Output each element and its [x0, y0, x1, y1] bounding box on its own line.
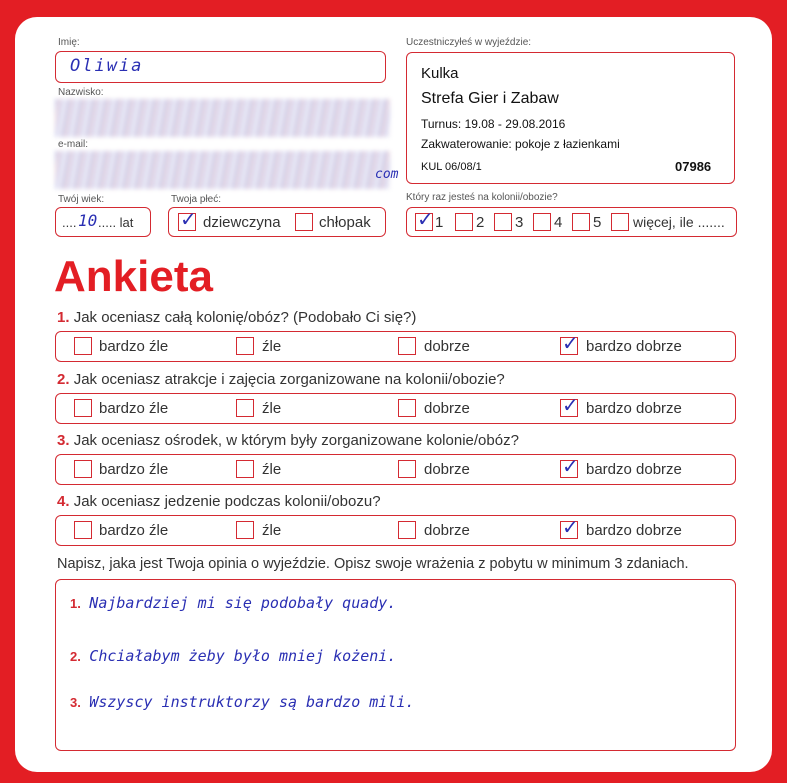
check-mark-icon: ✓: [180, 207, 197, 231]
q3-good-label: dobrze: [424, 461, 470, 478]
gender-boy-label: chłopak: [319, 214, 371, 231]
q1-very-bad-label: bardzo źle: [99, 338, 169, 355]
q2-very-bad-checkbox[interactable]: [74, 399, 92, 417]
q4-good-checkbox[interactable]: [398, 521, 416, 539]
answer-2-text: Chciałabym żeby było mniej kożeni.: [89, 647, 397, 665]
q2-very-good-checkbox[interactable]: [560, 393, 579, 417]
answer-1: [70, 594, 396, 613]
times-1-checkbox[interactable]: [415, 207, 434, 231]
stamp-line2: Strefa Gier i Zabaw: [421, 90, 559, 107]
q1-very-good-label: bardzo dobrze: [586, 338, 682, 355]
times-2-label: 2: [476, 214, 485, 231]
answer-3-number: 3.: [70, 695, 81, 710]
question-4-answers: [55, 515, 736, 546]
q3-very-good-checkbox[interactable]: [560, 454, 579, 478]
check-mark-icon: ✓: [562, 515, 579, 539]
gender-girl-checkbox[interactable]: [178, 207, 197, 231]
question-3-answers: [55, 454, 736, 485]
question-3: [57, 432, 519, 449]
times-4-checkbox[interactable]: [533, 213, 551, 231]
age-label: Twój wiek:: [58, 194, 105, 205]
answer-3: [70, 693, 414, 712]
q4-bad-label: źle: [262, 522, 282, 539]
times-field: [406, 207, 737, 237]
gender-field: [168, 207, 386, 237]
stamp-number: 07986: [675, 159, 712, 174]
check-mark-icon: ✓: [417, 207, 434, 231]
survey-title: Ankieta: [54, 252, 213, 301]
question-3-number: 3.: [57, 432, 70, 449]
q3-very-bad-checkbox[interactable]: [74, 460, 92, 478]
q4-very-bad-checkbox[interactable]: [74, 521, 92, 539]
survey-sheet: [15, 17, 772, 772]
gender-label: Twoja płeć:: [171, 194, 222, 205]
question-2-answers: [55, 393, 736, 424]
opinion-prompt: Napisz, jaka jest Twoja opinia o wyjeździe. Opisz swoje wrażenia z pobytu w minimum 3 zdaniach.: [57, 556, 689, 572]
question-4-number: 4.: [57, 493, 70, 510]
trip-label: Uczestniczyłeś w wyjeździe:: [406, 37, 532, 48]
q2-very-good-label: bardzo dobrze: [586, 400, 682, 417]
answer-3-text: Wszyscy instruktorzy są bardzo mili.: [89, 693, 415, 711]
q4-very-bad-label: bardzo źle: [99, 522, 169, 539]
times-3-label: 3: [515, 214, 524, 231]
answer-1-number: 1.: [70, 596, 81, 611]
trip-stamp: [406, 52, 735, 184]
age-suffix: ..... lat: [98, 215, 134, 230]
stamp-code: KUL 06/08/1: [421, 161, 482, 173]
times-more-label: więcej, ile .......: [633, 214, 725, 230]
times-label: Który raz jesteś na kolonii/obozie?: [406, 192, 558, 203]
times-4-label: 4: [554, 214, 563, 231]
name-field[interactable]: [55, 51, 386, 83]
check-mark-icon: ✓: [562, 393, 579, 417]
question-3-text: Jak oceniasz ośrodek, w którym były zorganizowane kolonie/obóz?: [73, 432, 519, 449]
question-1-text: Jak oceniasz całą kolonię/obóz? (Podobało Ci się?): [73, 309, 417, 326]
gender-girl-label: dziewczyna: [203, 214, 281, 231]
stamp-turnus: Turnus: 19.08 - 29.08.2016: [421, 117, 566, 131]
question-2-text: Jak oceniasz atrakcje i zajęcia zorganizowane na kolonii/obozie?: [73, 371, 505, 388]
question-1: [57, 309, 416, 326]
times-1-label: 1: [435, 214, 444, 231]
q3-very-bad-label: bardzo źle: [99, 461, 169, 478]
q3-good-checkbox[interactable]: [398, 460, 416, 478]
q1-bad-checkbox[interactable]: [236, 337, 254, 355]
question-2: [57, 371, 505, 388]
answer-1-text: Najbardziej mi się podobały quady.: [89, 594, 397, 612]
q4-bad-checkbox[interactable]: [236, 521, 254, 539]
q1-bad-label: źle: [262, 338, 282, 355]
check-mark-icon: ✓: [562, 454, 579, 478]
q1-good-checkbox[interactable]: [398, 337, 416, 355]
age-value: 10: [78, 211, 98, 230]
question-1-answers: [55, 331, 736, 362]
gender-boy-checkbox[interactable]: [295, 213, 313, 231]
surname-label: Nazwisko:: [58, 87, 104, 98]
name-label: Imię:: [58, 37, 80, 48]
age-field[interactable]: [55, 207, 151, 237]
q3-bad-label: źle: [262, 461, 282, 478]
q2-bad-checkbox[interactable]: [236, 399, 254, 417]
q1-very-good-checkbox[interactable]: [560, 331, 579, 355]
redacted-email: [55, 151, 390, 189]
q2-very-bad-label: bardzo źle: [99, 400, 169, 417]
answer-2-number: 2.: [70, 649, 81, 664]
q4-very-good-label: bardzo dobrze: [586, 522, 682, 539]
stamp-line1: Kulka: [421, 65, 459, 82]
email-tail: com: [375, 167, 399, 182]
age-prefix: ....: [62, 215, 77, 230]
times-more-checkbox[interactable]: [611, 213, 629, 231]
times-5-label: 5: [593, 214, 602, 231]
q3-bad-checkbox[interactable]: [236, 460, 254, 478]
q4-very-good-checkbox[interactable]: [560, 515, 579, 539]
q3-very-good-label: bardzo dobrze: [586, 461, 682, 478]
check-mark-icon: ✓: [562, 331, 579, 355]
name-value: Oliwia: [70, 56, 144, 76]
question-1-number: 1.: [57, 309, 70, 326]
q4-good-label: dobrze: [424, 522, 470, 539]
q2-bad-label: źle: [262, 400, 282, 417]
opinion-textarea[interactable]: [55, 579, 736, 751]
stamp-accommodation: Zakwaterowanie: pokoje z łazienkami: [421, 137, 620, 151]
question-4-text: Jak oceniasz jedzenie podczas kolonii/obozu?: [73, 493, 381, 510]
redacted-surname: [55, 99, 390, 137]
q2-good-checkbox[interactable]: [398, 399, 416, 417]
times-3-checkbox[interactable]: [494, 213, 512, 231]
email-label: e-mail:: [58, 139, 89, 150]
q2-good-label: dobrze: [424, 400, 470, 417]
times-5-checkbox[interactable]: [572, 213, 590, 231]
q1-very-bad-checkbox[interactable]: [74, 337, 92, 355]
question-4: [57, 493, 381, 510]
answer-2: [70, 647, 396, 666]
q1-good-label: dobrze: [424, 338, 470, 355]
times-2-checkbox[interactable]: [455, 213, 473, 231]
question-2-number: 2.: [57, 371, 70, 388]
